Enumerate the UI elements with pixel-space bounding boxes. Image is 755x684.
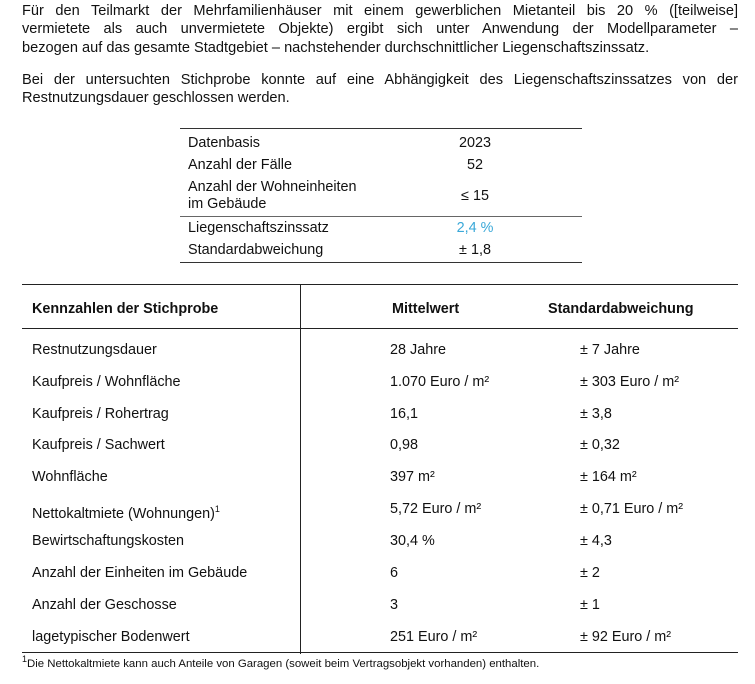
row-sd: ± 2 <box>580 565 600 581</box>
row-sd: ± 4,3 <box>580 533 612 549</box>
table-row <box>22 590 738 622</box>
row-name: Anzahl der Einheiten im Gebäude <box>32 565 248 581</box>
summary-bottom-rule <box>180 262 582 263</box>
summary-label <box>188 179 357 213</box>
summary-label-line1: Anzahl der Wohneinheiten <box>188 179 357 195</box>
footnote-marker: 1 <box>214 504 220 514</box>
summary-label-line2: im Gebäude <box>188 196 267 212</box>
main-table <box>22 284 738 654</box>
table-header-rule <box>22 328 738 329</box>
summary-value: 2023 <box>458 135 491 151</box>
row-sd: ± 303 Euro / m² <box>580 374 680 390</box>
row-sd: ± 1 <box>580 597 600 613</box>
table-top-rule <box>22 284 738 285</box>
intro-paragraph-2 <box>22 71 738 108</box>
summary-value-accent: 2,4 % <box>456 220 494 236</box>
footnote <box>22 652 539 671</box>
summary-top-rule <box>180 128 582 129</box>
table-row <box>22 399 738 431</box>
row-sd: ± 3,8 <box>580 406 612 422</box>
row-mean: 1.070 Euro / m² <box>390 374 490 390</box>
summary-value: ± 1,8 <box>459 242 491 258</box>
row-name: Anzahl der Geschosse <box>32 597 177 613</box>
row-mean: 251 Euro / m² <box>390 629 478 645</box>
header-kennzahlen: Kennzahlen der Stichprobe <box>32 301 219 317</box>
row-name: lagetypischer Bodenwert <box>32 629 190 645</box>
row-sd: ± 164 m² <box>580 469 637 485</box>
header-mittelwert: Mittelwert <box>392 301 460 317</box>
intro-line: Für den Teilmarkt der Mehrfamilienhäuser mit einem gewerblichen Mietanteil bis 20 % ([teilweise] <box>22 3 738 19</box>
summary-value: ≤ 15 <box>461 188 489 204</box>
table-row <box>22 526 738 558</box>
row-sd: ± 0,32 <box>580 437 620 453</box>
summary-mid-rule <box>180 216 582 217</box>
table-row <box>22 335 738 367</box>
table-row <box>22 622 738 654</box>
summary-label: Datenbasis <box>188 135 260 151</box>
row-mean: 5,72 Euro / m² <box>390 501 482 517</box>
intro-line: Bei der untersuchten Stichprobe konnte auf eine Abhängigkeit des Liegenschaftszinssatzes von der <box>22 72 738 88</box>
summary-label: Liegenschaftszinssatz <box>188 220 329 236</box>
row-mean: 0,98 <box>390 437 419 453</box>
intro-paragraph-1 <box>22 2 738 57</box>
header-standardabweichung: Standardabweichung <box>548 301 694 317</box>
intro-line: Restnutzungsdauer geschlossen werden. <box>22 90 290 107</box>
summary-label: Standardabweichung <box>188 242 324 258</box>
row-name: Restnutzungsdauer <box>32 342 157 358</box>
summary-value: 52 <box>466 157 483 173</box>
footnote-mark: 1 <box>22 654 28 664</box>
row-name: Bewirtschaftungskosten <box>32 533 184 549</box>
table-row <box>22 367 738 399</box>
row-name: Kaufpreis / Wohnfläche <box>32 374 181 390</box>
row-name: Kaufpreis / Rohertrag <box>32 406 169 422</box>
row-sd: ± 7 Jahre <box>580 342 640 358</box>
row-mean: 3 <box>390 597 399 613</box>
table-row <box>22 494 738 526</box>
summary-label: Anzahl der Fälle <box>188 157 292 173</box>
row-mean: 30,4 % <box>390 533 435 549</box>
table-row <box>22 462 738 494</box>
row-mean: 6 <box>390 565 399 581</box>
row-name-with-footnote <box>32 500 220 523</box>
row-name: Kaufpreis / Sachwert <box>32 437 165 453</box>
row-name: Wohnfläche <box>32 469 108 485</box>
row-sd: ± 0,71 Euro / m² <box>580 501 684 517</box>
row-mean: 397 m² <box>390 469 435 485</box>
row-sd: ± 92 Euro / m² <box>580 629 672 645</box>
table-row <box>22 430 738 462</box>
row-mean: 16,1 <box>390 406 419 422</box>
intro-line: bezogen auf das gesamte Stadtgebiet – nachstehender durchschnittlicher Liegenschaftszinssatz. <box>22 39 650 56</box>
row-name: Nettokaltmiete (Wohnungen) <box>32 505 215 522</box>
intro-line: vermietete als auch unvermietete Objekte) ergibt sich unter Anwendung der Modellparameter – <box>22 21 738 38</box>
footnote-text: Die Nettokaltmiete kann auch Anteile von Garagen (soweit beim Vertragsobjekt vorhanden) enthalten. <box>27 657 540 670</box>
table-row <box>22 558 738 590</box>
row-mean: 28 Jahre <box>390 342 447 358</box>
